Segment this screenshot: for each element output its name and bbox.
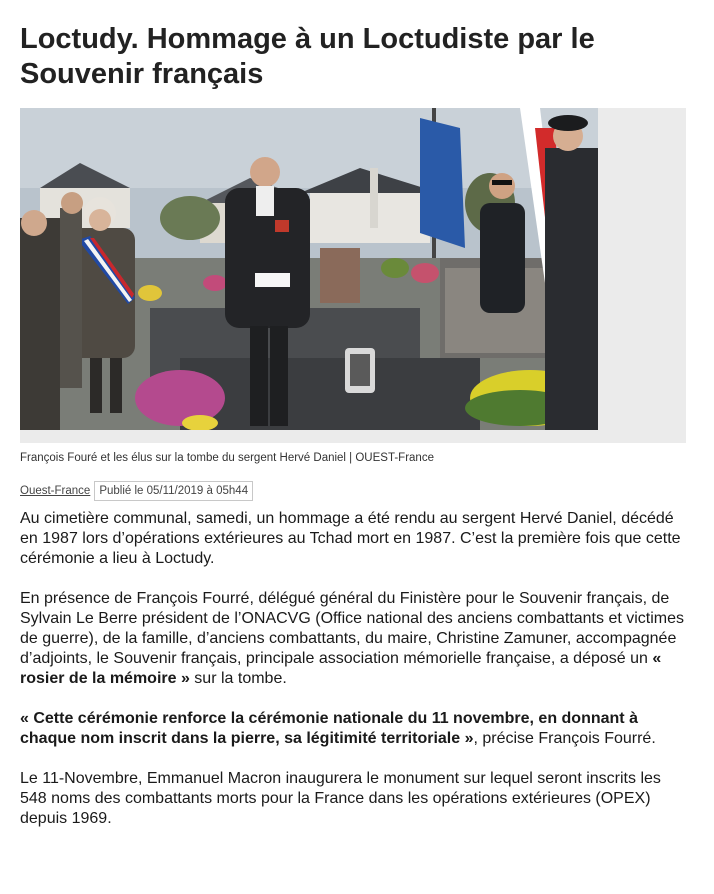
paragraph-2-bold: « rosier de la mémoire » [20, 650, 662, 687]
article-title: Loctudy. Hommage à un Loctudiste par le Souvenir français [20, 23, 595, 90]
paragraph-1: Au cimetière communal, samedi, un hommage a été rendu au sergent Hervé Daniel, décédé en 1987 lors d’opérations extérieures au Tchad mort en 1987. C’est la première fois que cette cérémonie a lieu à Loctudy. [20, 510, 681, 567]
photo-caption: François Fouré et les élus sur la tombe du sergent Hervé Daniel | OUEST-France [20, 452, 434, 464]
paragraph-4: Le 11-Novembre, Emmanuel Macron inaugurera le monument sur lequel seront inscrits les 548 noms des combattants morts pour la France dans les opérations extérieures (OPEX) depuis 1969. [20, 770, 661, 827]
paragraph-3 [20, 709, 692, 749]
source-link[interactable]: Ouest-France [20, 485, 91, 497]
paragraph-3-quote: « Cette cérémonie renforce la cérémonie nationale du 11 novembre, en donnant à chaque nom inscrit dans la pierre, sa légitimité territoriale » [20, 710, 638, 747]
article-figure [20, 108, 686, 465]
paragraph-2-end: sur la tombe. [189, 670, 287, 687]
paragraph-3-end: , précise François Fourré. [473, 730, 656, 747]
article-body [20, 509, 692, 829]
article-photo[interactable] [20, 108, 598, 430]
photo-frame [20, 108, 686, 443]
paragraph-2-text: En présence de François Fourré, délégué général du Finistère pour le Souvenir français, de Sylvain Le Berre président de l’ONACVG (Office national des anciens combattants et victimes de guerre), de la famille, d’anciens combattants, du maire, Christine Zamuner, accompagnée d’adjoints, le Souvenir français, principale association mémorielle française, a déposé un [20, 590, 685, 667]
published-date: Publié le 05/11/2019 à 05h44 [94, 481, 253, 501]
article-meta [20, 481, 694, 501]
paragraph-2 [20, 589, 692, 689]
